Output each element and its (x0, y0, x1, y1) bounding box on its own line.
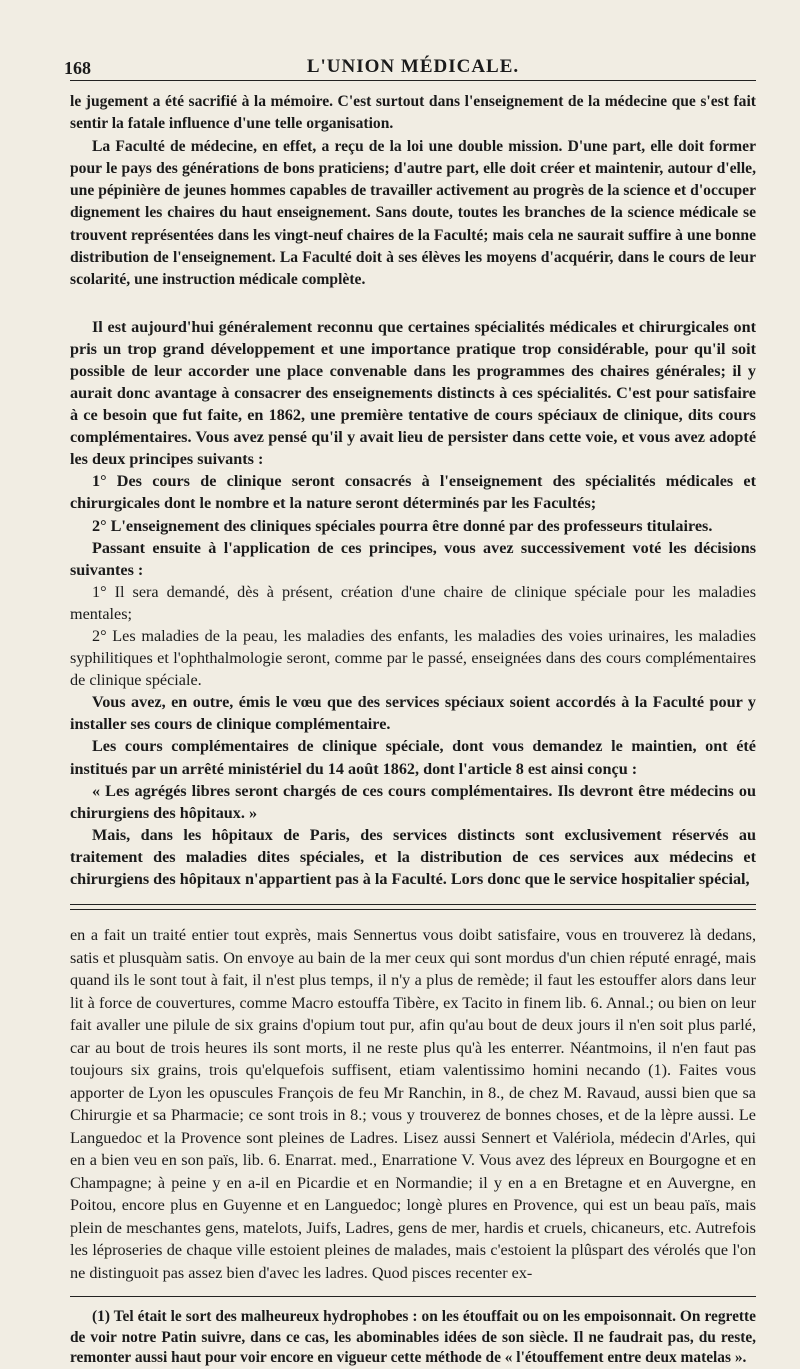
paragraph: Passant ensuite à l'application de ces principes, vous avez successivement voté les décisions suivantes : (70, 538, 756, 579)
paragraph: 2° L'enseignement des cliniques spéciales pourra être donné par des professeurs titulaires. (92, 516, 713, 535)
page-header (64, 52, 756, 81)
paragraph: Les cours complémentaires de clinique spéciale, dont vous demandez le maintien, ont été institués par un arrêté ministériel du 14 août 1862, dont l'article 8 est ainsi conçu : (70, 737, 756, 778)
paragraph: Vous avez, en outre, émis le vœu que des services spéciaux soient accordés à la Faculté pour y installer ses cours de clinique complémentaire. (70, 693, 756, 734)
section-faculty-mission (70, 91, 756, 292)
page-number: 168 (64, 58, 91, 78)
section-specialties (70, 316, 756, 890)
paragraph: Il est aujourd'hui généralement reconnu que certaines spécialités médicales et chirurgicales ont pris un trop grand développement et une importance pratique trop considérable, pour qu'il soit possible de leur accorder une place convenable dans les programmes des chaires générales; il y aurait donc avantage à consacrer des enseignements distincts à ces spécialités. C'est pour satisfaire à ce besoin que fut faite, en 1862, une première tentative de cours spéciaux de clinique, dits cours complémentaires. Vous avez pensé qu'il y avait lieu de persister dans cette voie, et vous avez adopté les deux principes suivants : (70, 317, 756, 469)
footnote (70, 1307, 756, 1369)
paragraph: La Faculté de médecine, en effet, a reçu de la loi une double mission. D'une part, elle doit former pour le pays des générations de bons praticiens; d'autre part, elle doit créer et maintenir, autour d'elle, une pépinière de jeunes hommes capables de travailler activement au progrès de la science et d'occuper dignement les chaires du haut enseignement. Sans doute, toutes les branches de la science médicale se trouvent représentées dans les vingt-neuf chaires de la Faculté; mais cela ne saurait suffire à une bonne distribution de l'enseignement. La Faculté doit à ses élèves les moyens d'acquérir, dans le cours de leur scolarité, une instruction médicale complète. (70, 137, 756, 289)
footnote-divider (70, 1296, 756, 1297)
paragraph: Mais, dans les hôpitaux de Paris, des services distincts sont exclusivement réservés au traitement des maladies dites spéciales, et la distribution de ces services aux médecins et chirurgiens des hôpitaux n'appartient pas à la Faculté. Lors donc que le service hospitalier spécial, (70, 825, 756, 889)
paragraph: « Les agrégés libres seront chargés de ces cours complémentaires. Ils devront être médecins ou chirurgiens des hôpitaux. » (70, 781, 756, 822)
paragraph: en a fait un traité entier tout exprès, mais Sennertus vous doibt satisfaire, vous en trouverez là dedans, satis et plusquàm satis. On envoye au bain de la mer ceux qui sont mordus d'un chien réputé enragé, mais quand ils le sont tout à fait, il n'est plus temps, il n'y a plus de remède; il faut les estouffer alors dans leur lit à force de couvertures, comme Macro estouffa Tibère, ex Tacito in finem lib. 6. Annal.; ou bien on leur fait avaller une pilule de six grains d'opium tout pur, afin qu'au bout de deux jours il n'en soit plus parlé, car au bout de trois heures ils sont morts, il ne reste plus qu'à les enterrer. Néantmoins, il n'en faut pas toujours six grains, trois qu'elquefois suffisent, etiam valentissimo homini necando (1). Faites vous apporter de Lyon les opuscules François de feu Mr Ranchin, in 8., de chez M. Ravaud, aussi bien que sa Chirurgie et sa Pharmacie; ce sont trois in 8.; vous y trouverez de bonnes choses, et de la lèpre aussi. Le Languedoc et la Provence sont pleines de Ladres. Lisez aussi Sennert et Valériola, médecin d'Arles, qui en a bien veu en son païs, lib. 6. Enarrat. med., Enarratione V. Vous avez des lépreux en Bourgogne et en Champagne; à peine y en a-il en Picardie et en Normandie; il y en a en Bretagne et en Auvergne, en Poitou, encore plus en Guyenne et en Languedoc; longè plures en Provence, qui est un beau païs, mais plein de meschantes gens, matelots, Juifs, Ladres, gens de mer, hardis et cruels, chicaneurs, etc. Autrefois les léproseries de chaque ville estoient pleines de malades, mais c'estoient la plûspart des vérolés que l'on ne distinguoit pas assez bien d'avec les ladres. Quod pisces recenter ex- (70, 926, 756, 1282)
section-divider (70, 904, 756, 910)
paragraph: 1° Il sera demandé, dès à présent, création d'une chaire de clinique spéciale pour les maladies mentales; (70, 582, 756, 623)
running-title: L'UNION MÉDICALE. (306, 56, 520, 77)
paragraph: le jugement a été sacrifié à la mémoire. C'est surtout dans l'enseignement de la médecine que s'est fait sentir la fatale influence d'une telle organisation. (70, 93, 756, 133)
footnote-text: (1) Tel était le sort des malheureux hydrophobes : on les étouffait ou on les empoisonnait. On regrette de voir notre Patin suivre, dans ce cas, les abominables idées de son siècle. Il ne faudrait pas, du reste, remonter aussi haut pour voir encore en vigueur cette méthode de « l'étouffement entre deux matelas ». (70, 1308, 756, 1367)
paragraph: 1° Des cours de clinique seront consacrés à l'enseignement des spécialités médicales et chirurgicales dont le nombre et la nature seront déterminés par les Facultés; (70, 472, 756, 513)
section-patin-letter (70, 924, 756, 1284)
paragraph: 2° Les maladies de la peau, les maladies des enfants, les maladies des voies urinaires, les maladies syphilitiques et l'ophthalmologie seront, comme par le passé, enseignées dans des cours complémentaires de clinique spéciale. (70, 626, 756, 690)
